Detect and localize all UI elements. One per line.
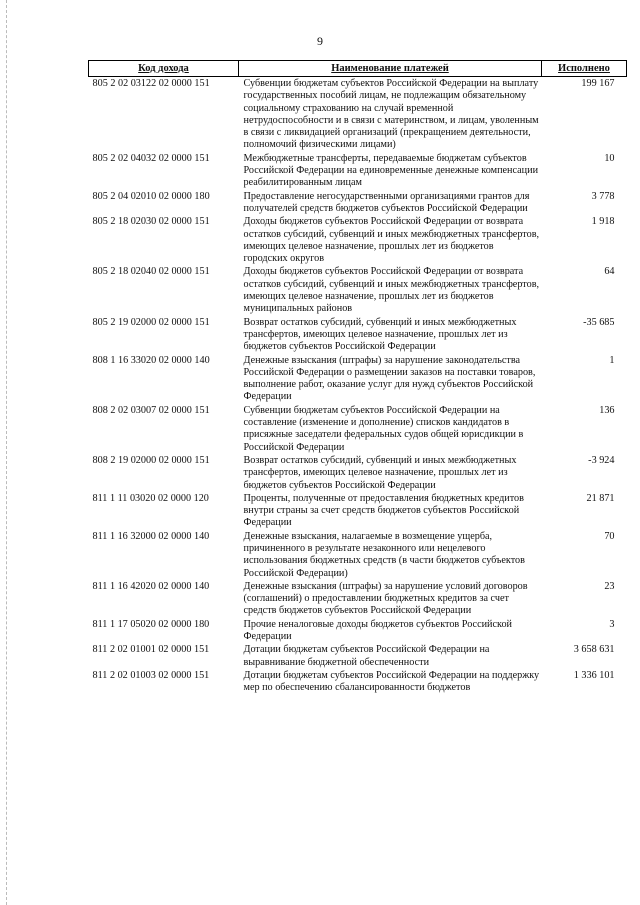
executed-amount-cell: 23 (604, 580, 615, 592)
revenue-code-cell: 811 1 16 32000 02 0000 140 (92, 530, 210, 542)
revenue-code-cell: 811 1 17 05020 02 0000 180 (92, 618, 210, 630)
table-row (89, 216, 627, 266)
table-row (89, 493, 627, 531)
table-body (89, 77, 627, 696)
revenue-code-cell: 805 2 02 03122 02 0000 151 (92, 78, 210, 89)
executed-amount-cell: 3 778 (591, 190, 615, 202)
executed-amount-cell: 64 (604, 266, 615, 278)
payment-name-cell: Денежные взыскания (штрафы) за нарушение законодательства Российской Федерации о размещении заказов на поставки товаров, выполнение работ, оказание услуг для нужд субъектов Российской Федерации (243, 354, 536, 403)
page-number: 9 (317, 34, 323, 48)
page-binding-edge (6, 0, 8, 905)
table-row (89, 455, 627, 493)
revenue-code-cell: 811 2 02 01001 02 0000 151 (92, 644, 210, 656)
revenue-code-cell: 805 2 19 02000 02 0000 151 (92, 316, 210, 328)
revenue-code-cell: 805 2 04 02010 02 0000 180 (92, 190, 210, 202)
revenue-code-cell: 811 2 02 01003 02 0000 151 (92, 669, 210, 681)
table-row (89, 670, 627, 696)
column-header-code: Код дохода (89, 61, 239, 77)
column-header-name: Наименование платежей (239, 61, 542, 77)
executed-amount-cell: 1 336 101 (573, 669, 615, 681)
executed-amount-cell: 3 658 631 (573, 644, 615, 656)
table-row (89, 153, 627, 191)
payment-name-cell: Возврат остатков субсидий, субвенций и иных межбюджетных трансфертов, имеющих целевое назначение, прошлых лет из бюджетов субъектов Российской Федерации (243, 454, 517, 491)
revenue-code-cell: 811 1 11 03020 02 0000 120 (92, 492, 209, 504)
payment-name-cell: Доходы бюджетов субъектов Российской Федерации от возврата остатков субсидий, субвенций и иных межбюджетных трансфертов, имеющих целевое назначение, прошлых лет из бюджетов муниципальных районов (243, 266, 540, 315)
revenue-code-cell: 808 1 16 33020 02 0000 140 (92, 354, 210, 366)
table-row (89, 405, 627, 455)
table-row (89, 191, 627, 217)
payment-name-cell: Дотации бюджетам субъектов Российской Федерации на выравнивание бюджетной обеспеченности (243, 644, 490, 668)
payment-name-cell: Прочие неналоговые доходы бюджетов субъектов Российской Федерации (243, 618, 512, 643)
executed-amount-cell: 1 918 (591, 216, 615, 228)
payment-name-cell: Предоставление негосударственными организациями грантов для получателей средств бюджетов субъектов Российской Федерации (243, 190, 530, 214)
payment-name-cell: Доходы бюджетов субъектов Российской Федерации от возврата остатков субсидий, субвенций и иных межбюджетных трансфертов, имеющих целевое назначение, прошлых лет из бюджетов городских округов (243, 216, 540, 265)
revenue-code-cell: 808 2 02 03007 02 0000 151 (92, 404, 210, 416)
revenue-code-cell: 805 2 18 02040 02 0000 151 (92, 266, 210, 278)
payment-name-cell: Денежные взыскания (штрафы) за нарушение условий договоров (соглашений) о предоставлении бюджетных кредитов за счет средств бюджетов субъектов Российской Федерации (243, 580, 528, 617)
revenue-code-cell: 808 2 19 02000 02 0000 151 (92, 454, 210, 466)
payment-name-cell: Субвенции бюджетам субъектов Российской Федерации на составление (изменение и дополнение) списков кандидатов в присяжные заседатели федеральных судов общей юрисдикции в Российской Федерации (243, 404, 524, 453)
column-header-amount: Исполнено (542, 61, 627, 77)
revenue-code-cell: 805 2 02 04032 02 0000 151 (92, 152, 210, 164)
table-row (89, 619, 627, 645)
revenue-code-cell: 805 2 18 02030 02 0000 151 (92, 216, 210, 228)
table-row (89, 581, 627, 619)
payment-name-cell: Денежные взыскания, налагаемые в возмещение ущерба, причиненного в результате незаконного или нецелевого использования бюджетных средств (в части бюджетов субъектов Российской Федерации) (243, 530, 525, 579)
payment-name-cell: Возврат остатков субсидий, субвенций и иных межбюджетных трансфертов, имеющих целевое назначение, прошлых лет из бюджетов субъектов Российской Федерации (243, 316, 517, 353)
executed-amount-cell: 3 (609, 618, 615, 630)
executed-amount-cell: 21 871 (586, 492, 615, 504)
executed-amount-cell: -3 924 (588, 454, 615, 466)
payment-name-cell: Дотации бюджетам субъектов Российской Федерации на поддержку мер по обеспечению сбалансированности бюджетов (243, 669, 540, 694)
executed-amount-cell: 70 (604, 530, 615, 542)
table-row (89, 531, 627, 581)
payment-name-cell: Проценты, полученные от предоставления бюджетных кредитов внутри страны за счет средств бюджетов субъектов Российской Федерации (243, 492, 524, 529)
executed-amount-cell: 199 167 (581, 78, 615, 89)
header-row (89, 61, 627, 77)
executed-amount-cell: 10 (604, 152, 615, 164)
executed-amount-cell: 1 (609, 354, 615, 366)
payment-name-cell: Межбюджетные трансферты, передаваемые бюджетам субъектов Российской Федерации на единовременные денежные компенсации реабилитированным лицам (243, 152, 539, 189)
revenue-table (88, 60, 627, 696)
table-row (89, 266, 627, 316)
table-row (89, 317, 627, 355)
revenue-code-cell: 811 1 16 42020 02 0000 140 (92, 580, 210, 592)
executed-amount-cell: -35 685 (583, 316, 615, 328)
table-row (89, 77, 627, 153)
table-row (89, 355, 627, 405)
payment-name-cell: Субвенции бюджетам субъектов Российской Федерации на выплату государственных пособий лицам, не подлежащим обязательному социальному страхованию на случай временной нетрудоспособности и в связи с материнством, и лицам, уволенным в связи с ликвидацией организаций (прекращением деятельности, полномочий физическими лицами) (243, 78, 539, 151)
table-row (89, 644, 627, 670)
executed-amount-cell: 136 (599, 404, 615, 416)
table-header (89, 61, 627, 77)
